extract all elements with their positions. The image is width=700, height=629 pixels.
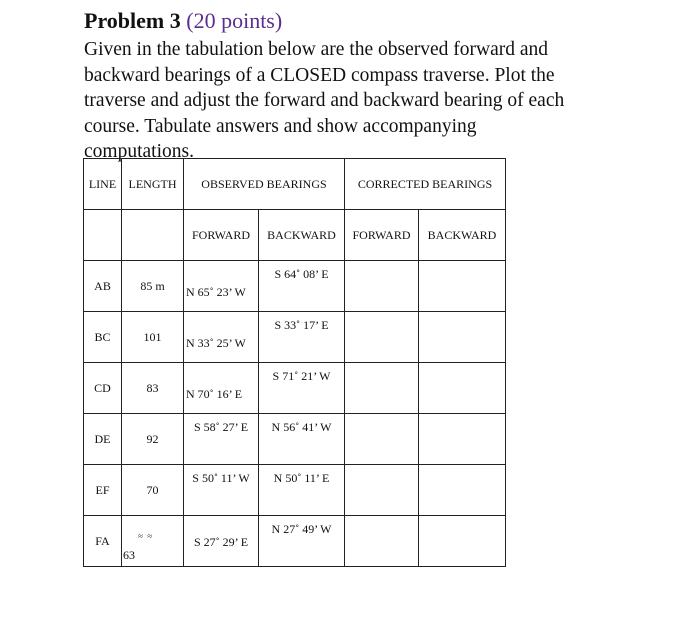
scribble-marks: ≈ ≈: [138, 531, 154, 541]
line-label: BC: [94, 329, 111, 344]
observed-backward-cell: [259, 363, 345, 414]
line-label: CD: [94, 380, 111, 395]
corrected-forward-cell: [345, 516, 419, 567]
subheader-corrected-forward: FORWARD: [352, 227, 411, 242]
subheader-cell: [184, 210, 259, 261]
length-value: 83: [146, 380, 159, 395]
traverse-table: [83, 158, 506, 567]
length-cell: [122, 465, 184, 516]
statement-line: backward bearings of a CLOSED compass traverse. Plot the: [84, 64, 555, 86]
observed-forward-bearing: N 33˚ 25’ W: [186, 336, 246, 350]
statement-line: computations.: [84, 141, 194, 163]
header-line: LINE: [88, 176, 117, 191]
header-cell: [84, 159, 122, 210]
problem-statement: [84, 37, 644, 165]
observed-forward-cell: [184, 516, 259, 567]
observed-backward-bearing: S 64˚ 08’ E: [274, 267, 329, 281]
corrected-backward-cell: [419, 414, 506, 465]
line-label: AB: [94, 278, 111, 293]
line-cell: [84, 414, 122, 465]
line-cell: [84, 465, 122, 516]
header-observed-bearings: OBSERVED BEARINGS: [201, 176, 327, 191]
observed-backward-bearing: N 27˚ 49’ W: [271, 522, 332, 536]
statement-line: course. Tabulate answers and show accompanying: [84, 115, 477, 137]
header-row: [84, 159, 506, 210]
observed-forward-bearing: S 50˚ 11’ W: [192, 471, 250, 485]
observed-backward-cell: [259, 465, 345, 516]
subheader-cell: [259, 210, 345, 261]
subheader-observed-forward: FORWARD: [191, 227, 250, 242]
line-cell: [84, 363, 122, 414]
length-value: 70: [146, 482, 159, 497]
corrected-forward-cell: [345, 261, 419, 312]
observed-backward-bearing: N 50˚ 11’ E: [273, 471, 330, 485]
line-cell: [84, 261, 122, 312]
observed-forward-cell: [184, 261, 259, 312]
observed-backward-cell: [259, 261, 345, 312]
table-row: [84, 414, 506, 465]
corrected-backward-cell: [419, 312, 506, 363]
length-cell: [122, 363, 184, 414]
observed-backward-cell: [259, 414, 345, 465]
empty-cell: [122, 210, 184, 261]
corrected-forward-cell: [345, 414, 419, 465]
line-label: DE: [94, 431, 111, 446]
observed-backward-cell: [259, 516, 345, 567]
observed-forward-bearing: N 70˚ 16’ E: [186, 387, 243, 401]
statement-line: Given in the tabulation below are the observed forward and: [84, 39, 549, 60]
header-cell: [122, 159, 184, 210]
line-cell: [84, 516, 122, 567]
header-cell: [345, 159, 506, 210]
empty-cell: [84, 210, 122, 261]
table-row: [84, 465, 506, 516]
problem-heading: [84, 8, 282, 34]
problem-title: Problem 3: [84, 8, 181, 33]
length-value: 85 m: [140, 278, 165, 293]
corrected-backward-cell: [419, 363, 506, 414]
corrected-backward-cell: [419, 465, 506, 516]
subheader-cell: [419, 210, 506, 261]
subheader-cell: [345, 210, 419, 261]
line-label: FA: [95, 533, 110, 548]
table-row: [84, 363, 506, 414]
observed-forward-cell: [184, 363, 259, 414]
statement-line: traverse and adjust the forward and backward bearing of each: [84, 90, 565, 112]
observed-forward-bearing: S 58˚ 27’ E: [193, 420, 249, 434]
header-length: LENGTH: [128, 176, 177, 191]
observed-backward-bearing: S 71˚ 21’ W: [272, 369, 331, 383]
corrected-backward-cell: [419, 516, 506, 567]
table-row: [84, 312, 506, 363]
line-label: EF: [95, 482, 110, 497]
length-value: 92: [146, 431, 159, 446]
length-cell: [122, 312, 184, 363]
observed-forward-bearing: S 27˚ 29’ E: [193, 535, 249, 549]
observed-forward-bearing: N 65˚ 23’ W: [186, 285, 246, 299]
header-cell: [184, 159, 345, 210]
observed-backward-bearing: S 33˚ 17’ E: [274, 318, 329, 332]
observed-forward-cell: [184, 312, 259, 363]
table-row: [84, 516, 506, 567]
subheader-corrected-backward: BACKWARD: [427, 227, 497, 242]
problem-points: (20 points): [186, 8, 283, 33]
header-corrected-bearings: CORRECTED BEARINGS: [357, 176, 493, 191]
length-cell: [122, 516, 184, 567]
observed-forward-cell: [184, 465, 259, 516]
corrected-forward-cell: [345, 465, 419, 516]
corrected-forward-cell: [345, 312, 419, 363]
observed-backward-bearing: N 56˚ 41’ W: [271, 420, 332, 434]
line-cell: [84, 312, 122, 363]
length-cell: [122, 261, 184, 312]
table-row: [84, 261, 506, 312]
observed-backward-cell: [259, 312, 345, 363]
length-cell: [122, 414, 184, 465]
corrected-forward-cell: [345, 363, 419, 414]
length-value: 63: [123, 548, 135, 562]
corrected-backward-cell: [419, 261, 506, 312]
length-value: 101: [143, 329, 162, 344]
subheader-observed-backward: BACKWARD: [267, 227, 336, 242]
observed-forward-cell: [184, 414, 259, 465]
subheader-row: [84, 210, 506, 261]
